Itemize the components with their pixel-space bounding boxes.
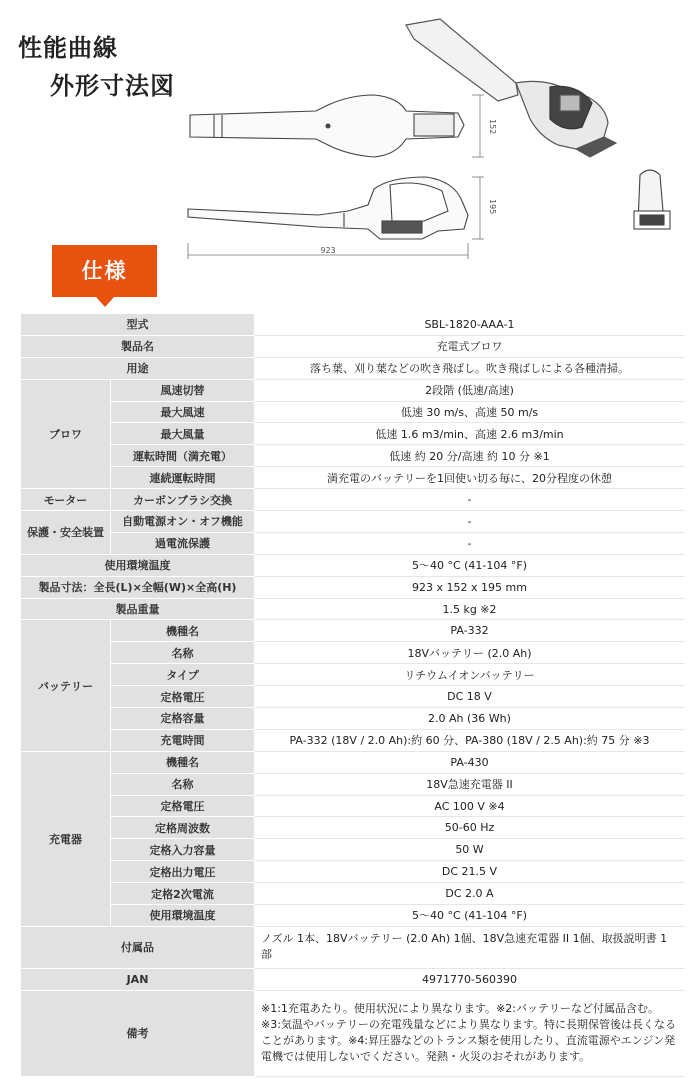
- dimension-line-height: [472, 177, 484, 239]
- table-row: [21, 773, 685, 795]
- table-row: [21, 576, 685, 598]
- table-row: [21, 905, 685, 927]
- spec-label: 機種名: [111, 751, 255, 773]
- spec-value: PA-430: [255, 751, 685, 773]
- heading-dimension-drawing: 外形寸法図: [50, 72, 175, 100]
- spec-value: DC 18 V: [255, 686, 685, 708]
- table-row: [21, 357, 685, 379]
- spec-value: 落ち葉、刈り葉などの吹き飛ばし。吹き飛ばしによる各種清掃。: [255, 357, 685, 379]
- spec-label: 過電流保護: [111, 532, 255, 554]
- table-row: [21, 620, 685, 642]
- table-row: [21, 990, 685, 1076]
- table-row: [21, 839, 685, 861]
- table-row: [21, 379, 685, 401]
- spec-label: 製品寸法：全長(L)×全幅(W)×全高(H): [21, 576, 255, 598]
- spec-value: 5～40 °C (41-104 °F): [255, 905, 685, 927]
- spec-group-label: ブロワ: [21, 379, 111, 488]
- spec-group-label: 保護・安全装置: [21, 511, 111, 555]
- spec-label: JAN: [21, 968, 255, 990]
- spec-value: SBL-1820-AAA-1: [255, 314, 685, 336]
- spec-group-label: バッテリー: [21, 620, 111, 751]
- spec-label: 定格2次電流: [111, 883, 255, 905]
- blower-side-view: [188, 177, 468, 239]
- table-row: [21, 554, 685, 576]
- heading-performance-curve: 性能曲線: [18, 34, 118, 62]
- spec-value: 18Vバッテリー (2.0 Ah): [255, 642, 685, 664]
- spec-label: 付属品: [21, 926, 255, 968]
- spec-value: 50 W: [255, 839, 685, 861]
- spec-label: 製品名: [21, 335, 255, 357]
- dimension-drawing: [178, 15, 700, 270]
- spec-section-tag-label: 仕様: [81, 259, 128, 283]
- spec-value: 18V急速充電器 II: [255, 773, 685, 795]
- spec-label: 自動電源オン・オフ機能: [111, 511, 255, 533]
- table-row: [21, 467, 685, 489]
- spec-value: リチウムイオンバッテリー: [255, 664, 685, 686]
- spec-group-label: モーター: [21, 489, 111, 511]
- spec-label: タイプ: [111, 664, 255, 686]
- spec-label: 備考: [21, 990, 255, 1076]
- table-row: [21, 686, 685, 708]
- dimension-label-length: 923: [320, 246, 336, 255]
- spec-value: 低速 30 m/s、高速 50 m/s: [255, 401, 685, 423]
- spec-value: -: [255, 489, 685, 511]
- table-row: [21, 795, 685, 817]
- blower-top-view: [190, 95, 464, 157]
- table-row: [21, 314, 685, 336]
- blower-front-view: [634, 170, 670, 229]
- spec-label: 最大風速: [111, 401, 255, 423]
- spec-value: -: [255, 532, 685, 554]
- spec-value: AC 100 V ※4: [255, 795, 685, 817]
- spec-label: 型式: [21, 314, 255, 336]
- spec-value: 充電式ブロワ: [255, 335, 685, 357]
- spec-label: 名称: [111, 773, 255, 795]
- spec-value: ※1:1充電あたり。使用状況により異なります。※2:バッテリーなど付属品含む。※3:気温やバッテリーの充電残量などにより異なります。特に長期保管後は長くなることがあります。※4:昇圧器などのトランス類を使用したり、直流電源やエンジン発電機では使用しないでください。発熱・火災のおそれがあります。: [255, 990, 685, 1076]
- table-row: [21, 861, 685, 883]
- table-row: [21, 532, 685, 554]
- spec-label: 定格入力容量: [111, 839, 255, 861]
- spec-value: 低速 1.6 m3/min、高速 2.6 m3/min: [255, 423, 685, 445]
- spec-table: [20, 313, 685, 1077]
- spec-group-label: 充電器: [21, 751, 111, 926]
- dimension-line-width: [472, 95, 484, 157]
- spec-value: DC 21.5 V: [255, 861, 685, 883]
- spec-label: 定格容量: [111, 708, 255, 730]
- dimension-label-width: 152: [488, 119, 497, 135]
- spec-label: 名称: [111, 642, 255, 664]
- spec-value: ノズル 1本、18Vバッテリー (2.0 Ah) 1個、18V急速充電器 II 1個、取扱説明書 1部: [255, 926, 685, 968]
- spec-label: 風速切替: [111, 379, 255, 401]
- spec-label: 製品重量: [21, 598, 255, 620]
- table-row: [21, 708, 685, 730]
- spec-value: 2.0 Ah (36 Wh): [255, 708, 685, 730]
- table-row: [21, 401, 685, 423]
- table-row: [21, 335, 685, 357]
- spec-label: 定格周波数: [111, 817, 255, 839]
- table-row: [21, 642, 685, 664]
- spec-value: 5～40 °C (41-104 °F): [255, 554, 685, 576]
- table-row: [21, 511, 685, 533]
- spec-value: PA-332: [255, 620, 685, 642]
- table-row: [21, 926, 685, 968]
- table-row: [21, 445, 685, 467]
- spec-label: 連続運転時間: [111, 467, 255, 489]
- table-row: [21, 729, 685, 751]
- table-row: [21, 598, 685, 620]
- spec-value: PA-332 (18V / 2.0 Ah):約 60 分、PA-380 (18V / 2.5 Ah):約 75 分 ※3: [255, 729, 685, 751]
- spec-value: 923 x 152 x 195 mm: [255, 576, 685, 598]
- spec-value: 低速 約 20 分/高速 約 10 分 ※1: [255, 445, 685, 467]
- spec-label: 最大風量: [111, 423, 255, 445]
- spec-label: 定格電圧: [111, 795, 255, 817]
- spec-value: 4971770-560390: [255, 968, 685, 990]
- table-row: [21, 817, 685, 839]
- table-row: [21, 423, 685, 445]
- spec-label: 運転時間（満充電）: [111, 445, 255, 467]
- spec-label: 使用環境温度: [111, 905, 255, 927]
- spec-label: 充電時間: [111, 729, 255, 751]
- spec-value: 満充電のバッテリーを1回使い切る毎に、20分程度の休憩: [255, 467, 685, 489]
- table-row: [21, 664, 685, 686]
- table-row: [21, 751, 685, 773]
- dimension-label-height: 195: [488, 199, 497, 215]
- spec-value: DC 2.0 A: [255, 883, 685, 905]
- spec-label: 定格出力電圧: [111, 861, 255, 883]
- table-row: [21, 883, 685, 905]
- spec-label: 用途: [21, 357, 255, 379]
- table-row: [21, 968, 685, 990]
- spec-label: カーボンブラシ交換: [111, 489, 255, 511]
- spec-label: 使用環境温度: [21, 554, 255, 576]
- spec-section-tag: [52, 245, 157, 297]
- spec-value: 1.5 kg ※2: [255, 598, 685, 620]
- spec-value: 50-60 Hz: [255, 817, 685, 839]
- spec-value: -: [255, 511, 685, 533]
- spec-value: 2段階 (低速/高速): [255, 379, 685, 401]
- table-row: [21, 489, 685, 511]
- spec-label: 機種名: [111, 620, 255, 642]
- spec-label: 定格電圧: [111, 686, 255, 708]
